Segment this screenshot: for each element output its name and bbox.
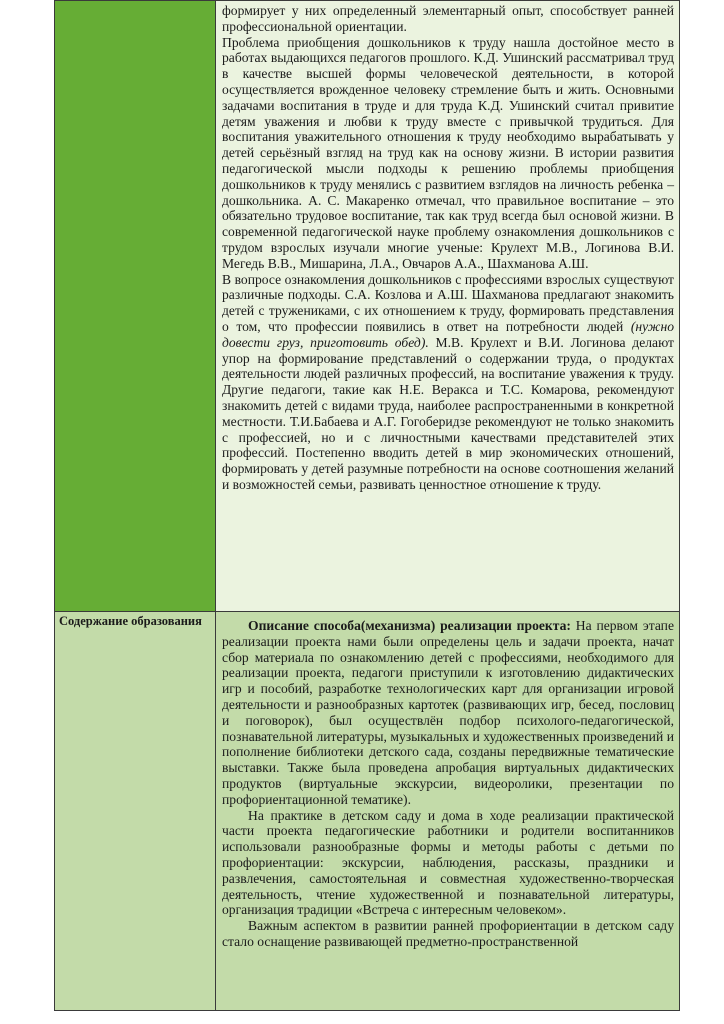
row2-label: Содержание образования	[59, 614, 202, 628]
text-span: М.В. Крулехт и В.И. Логинова делают упор на формирование представлений о содержании труда, о продуктах деятельности людей различных профессий, на воспитание уважения к труду. Другие педагоги, такие как Н.Е. Веракса и Т.С. Комарова, рекомендуют знакомить детей с видами труда, наиболее распространенными в конкретной местности. Т.И.Бабаева и А.Г. Гогоберидзе рекомендуют не только знакомить с профессией, но и с личностными качествами представителей этих профессий. Постепенно вводить детей в мир экономических отношений, формировать у детей разумные потребности на основе соотношения желаний и возможностей семьи, развивать ценностное отношение к труду.	[222, 334, 674, 492]
row1-text-cell	[216, 1, 680, 612]
paragraph: Важным аспектом в развитии ранней профориентации в детском саду стало оснащение развивающей предметно-пространственной	[222, 918, 674, 949]
row2-label-cell	[55, 612, 216, 1011]
paragraph	[222, 618, 674, 808]
row1-text	[216, 1, 679, 493]
section-heading: Описание способа(механизма) реализации проекта:	[248, 618, 571, 633]
row1-label	[55, 1, 215, 5]
row2-text	[216, 612, 679, 950]
table-row	[55, 1, 680, 612]
table-row	[55, 612, 680, 1011]
text-span: В вопросе ознакомления дошкольников с профессиями взрослых существуют различные подходы. С.А. Козлова и А.Ш. Шахманова предлагают знакомить детей с тружениками, с их отношением к труду, формировать представления о том, что профессии появились в ответ на потребности людей	[222, 271, 674, 334]
paragraph: формирует у них определенный элементарный опыт, способствует ранней профессиональной ориентации.	[222, 3, 674, 34]
italic-span: (нужно довести груз, приготовить обед).	[222, 318, 674, 350]
paragraph: На практике в детском саду и дома в ходе реализации практической части проекта педагогические работники и родители воспитанников использовали разнообразные формы и методы работы с детьми по профориентации: экскурсии, наблюдения, рассказы, праздники и развлечения, самостоятельная и совместная художественно-творческая деятельность, чтение художественной и познавательной литературы, организация традиции «Встреча с интересным человеком».	[222, 807, 674, 918]
project-table	[54, 0, 680, 1011]
paragraph: Проблема приобщения дошкольников к труду нашла достойное место в работах выдающихся педагогов прошлого. К.Д. Ушинский рассматривал труд в качестве высшей формы человеческой деятельности, в которой осуществляется врожденное человеку стремление быть и жить. Основными задачами воспитания в труде и для труда К.Д. Ушинский считал привитие детям уважения и любви к труду вместе с привычкой трудиться. Для воспитания уважительного отношения к труду необходимо вырабатывать у детей серьёзный взгляд на труд как на основу жизни. В истории развития педагогической мысли подходы к решению проблемы приобщения дошкольников к труду менялись с развитием взглядов на личность ребенка – дошкольника. А. С. Макаренко отмечал, что правильное воспитание – это обязательно трудовое воспитание, так как труд всегда был основой жизни. В современной педагогической науке проблему ознакомления дошкольников с трудом взрослых изучали многие ученые: Крулехт М.В., Логинова В.И. Мегедь В.В., Мишарина, Л.А., Овчаров А.А., Шахманова А.Ш.	[222, 34, 674, 271]
text-span: На первом этапе реализации проекта нами были определены цель и задачи проекта, начат сбор материала по ознакомлению детей с профессиями, необходимого для реализации проекта, педагоги приступили к изготовлению дидактических игр и пособий, разработке технологических карт для организации игровой деятельности и разнообразных картотек (развивающих игр, бесед, пословиц и поговорок), был осуществлён подбор психолого-педагогической, познавательной литературы, музыкальных и художественных произведений и пополнение библиотеки детского сада, созданы передвижные тематические выставки. Также была проведена апробация виртуальных дидактических продуктов (виртуальные экскурсии, видеоролики, презентации по профориентационной тематике).	[222, 618, 674, 807]
row1-label-cell	[55, 1, 216, 612]
paragraph	[222, 272, 674, 493]
row2-text-cell	[216, 612, 680, 1011]
